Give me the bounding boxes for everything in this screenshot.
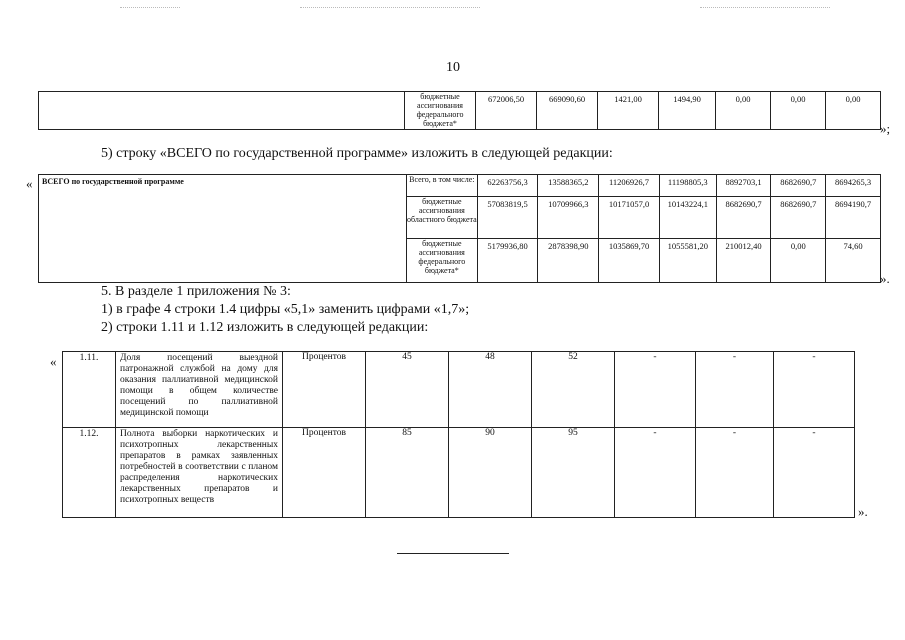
table1-value: 0,00 <box>771 92 826 130</box>
table1-value: 669090,60 <box>537 92 598 130</box>
table-federal-budget-row <box>38 91 881 130</box>
table1-closing-quote: »; <box>880 121 891 136</box>
table1-label: бюджетные ассигнования федерального бюджета* <box>405 92 476 130</box>
table2-open-quote: « <box>26 176 33 191</box>
table2-value: 8694190,7 <box>826 197 881 239</box>
table2-value: 2878398,90 <box>538 239 599 283</box>
table2-value: 0,00 <box>771 239 826 283</box>
table3-open-quote: « <box>50 354 57 369</box>
section-5-heading: 5. В разделе 1 приложения № 3: <box>101 284 291 299</box>
table1-value: 1421,00 <box>598 92 659 130</box>
item-2: 2) строки 1.11 и 1.12 изложить в следующей редакции: <box>101 320 429 335</box>
table1-value: 672006,50 <box>476 92 537 130</box>
table2-value: 8682690,7 <box>716 197 771 239</box>
indicator-text: Доля посещений выездной патронажной службой на дому для оказания паллиативной медицинской помощи в общем количестве посещений по паллиативной медицинской помощи <box>116 352 283 428</box>
table2-value: 1035869,70 <box>599 239 660 283</box>
table2-value: 10143224,1 <box>659 197 716 239</box>
table2-row-label: бюджетные ассигнования областного бюджета <box>406 197 477 239</box>
value-cell: - <box>696 428 774 518</box>
table1-value: 0,00 <box>826 92 881 130</box>
indicator-text: Полнота выборки наркотических и психотропных лекарственных препаратов в рамках заявленных потребностей в соответствии с планом распределения наркотических лекарственных препаратов и психотропных веществ <box>116 428 283 518</box>
value-cell: - <box>696 352 774 428</box>
page-number: 10 <box>446 60 460 75</box>
table2-row-label: Всего, в том числе: <box>406 175 477 197</box>
scan-artifact <box>700 7 830 10</box>
table-indicators <box>62 351 855 518</box>
table1-value: 0,00 <box>716 92 771 130</box>
scan-artifact <box>300 7 480 10</box>
value-cell: 90 <box>449 428 532 518</box>
table1-empty-cell <box>39 92 405 130</box>
footer-divider <box>397 553 509 554</box>
value-cell: - <box>615 352 696 428</box>
table2-row-label: бюджетные ассигнования федерального бюджета* <box>406 239 477 283</box>
table2-value: 8682690,7 <box>771 175 826 197</box>
table2-value: 1055581,20 <box>659 239 716 283</box>
table2-closing-quote: ». <box>880 271 890 286</box>
scan-artifact <box>120 7 180 10</box>
value-cell: 52 <box>532 352 615 428</box>
table3-closing-quote: ». <box>858 504 868 519</box>
value-cell: - <box>774 428 855 518</box>
value-cell: 85 <box>366 428 449 518</box>
unit-cell: Процентов <box>283 428 366 518</box>
value-cell: - <box>615 428 696 518</box>
row-number: 1.11. <box>63 352 116 428</box>
table2-value: 8892703,1 <box>716 175 771 197</box>
table2-value: 8682690,7 <box>771 197 826 239</box>
table2-value: 57083819,5 <box>477 197 538 239</box>
table2-title: ВСЕГО по государственной программе <box>39 175 407 283</box>
paragraph-5: 5) строку «ВСЕГО по государственной программе» изложить в следующей редакции: <box>101 146 613 161</box>
table-program-total <box>38 174 881 283</box>
table2-value: 8694265,3 <box>826 175 881 197</box>
table2-value: 210012,40 <box>716 239 771 283</box>
table1-value: 1494,90 <box>659 92 716 130</box>
table2-value: 62263756,3 <box>477 175 538 197</box>
table2-value: 11198805,3 <box>659 175 716 197</box>
table2-value: 74,60 <box>826 239 881 283</box>
row-number: 1.12. <box>63 428 116 518</box>
unit-cell: Процентов <box>283 352 366 428</box>
value-cell: 48 <box>449 352 532 428</box>
table2-value: 5179936,80 <box>477 239 538 283</box>
value-cell: 95 <box>532 428 615 518</box>
table2-value: 10709966,3 <box>538 197 599 239</box>
table2-value: 13588365,2 <box>538 175 599 197</box>
value-cell: - <box>774 352 855 428</box>
value-cell: 45 <box>366 352 449 428</box>
table2-value: 10171057,0 <box>599 197 660 239</box>
item-1: 1) в графе 4 строки 1.4 цифры «5,1» заменить цифрами «1,7»; <box>101 302 470 317</box>
table2-value: 11206926,7 <box>599 175 660 197</box>
